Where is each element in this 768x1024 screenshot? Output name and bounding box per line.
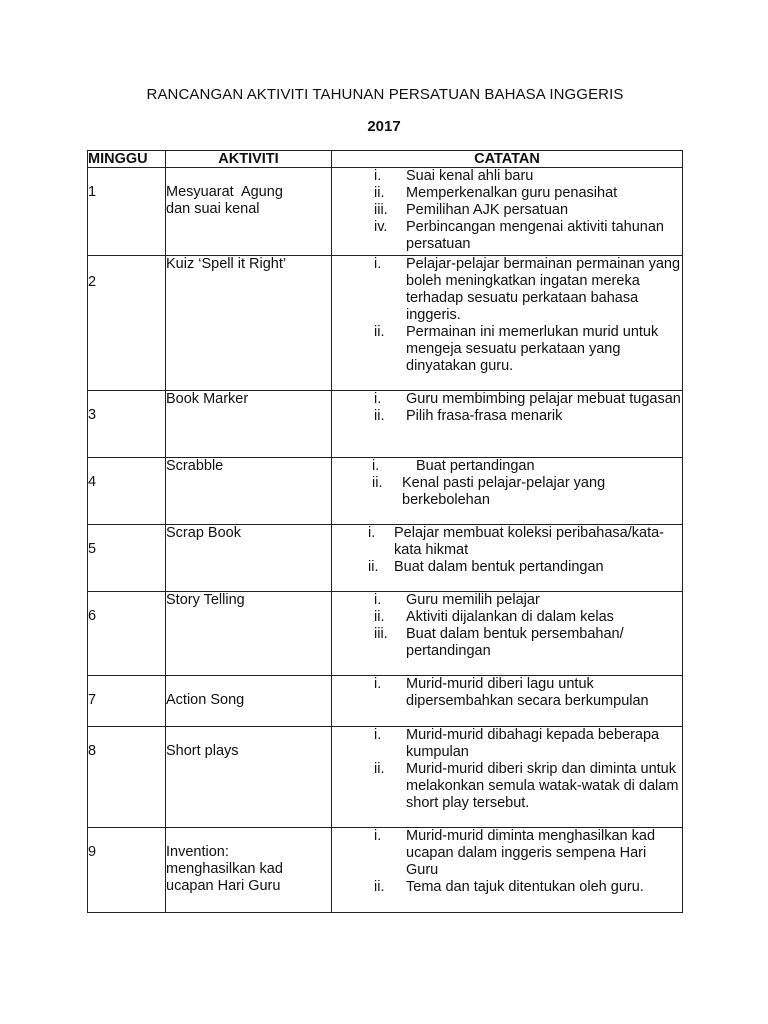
- table-row: [88, 727, 683, 828]
- activity-line: Kuiz ‘Spell it Right’: [166, 256, 287, 272]
- document-title: RANCANGAN AKTIVITI TAHUNAN PERSATUAN BAHASA INGGERIS: [146, 86, 624, 103]
- notes-cell: [332, 525, 683, 592]
- note-numeral: ii.: [374, 408, 385, 424]
- table-body: [88, 168, 683, 913]
- activity-line: Book Marker: [166, 391, 249, 407]
- note-numeral: ii.: [372, 475, 383, 491]
- note-numeral: i.: [374, 676, 382, 692]
- note-item: [332, 475, 682, 509]
- table-row: [88, 676, 683, 727]
- note-text: Murid-murid diberi skrip dan diminta untuk melakonkan semula watak-watak di dalam short play tersebut.: [406, 761, 679, 811]
- notes-cell: [332, 458, 683, 525]
- note-numeral: i.: [374, 592, 382, 608]
- table-row: [88, 168, 683, 256]
- document-year: 2017: [367, 118, 401, 135]
- notes-cell: [332, 727, 683, 828]
- note-text: Pemilihan AJK persatuan: [406, 202, 569, 218]
- note-item: [332, 828, 682, 879]
- activity-cell: [166, 458, 332, 525]
- week-number: 5: [88, 525, 166, 592]
- table-row: [88, 391, 683, 458]
- note-text: Guru membimbing pelajar mebuat tugasan: [406, 391, 681, 407]
- notes-list: [332, 391, 682, 425]
- notes-cell: [332, 256, 683, 391]
- notes-list: [332, 676, 682, 710]
- note-text: Pelajar membuat koleksi peribahasa/kata-kata hikmat: [394, 525, 664, 558]
- activity-line: Scrap Book: [166, 525, 241, 541]
- note-text: Tema dan tajuk ditentukan oleh guru.: [406, 879, 644, 895]
- note-text: Buat pertandingan: [416, 458, 535, 474]
- note-numeral: i.: [374, 727, 382, 743]
- note-text: Perbincangan mengenai aktiviti tahunan persatuan: [406, 219, 664, 252]
- notes-cell: [332, 828, 683, 913]
- activity-line: ucapan Hari Guru: [166, 878, 281, 894]
- note-item: [332, 626, 682, 660]
- note-item: [332, 676, 682, 710]
- note-item: [332, 168, 682, 185]
- note-text: Murid-murid diminta menghasilkan kad ucapan dalam inggeris sempena Hari Guru: [406, 828, 656, 878]
- note-numeral: i.: [372, 458, 380, 474]
- note-numeral: ii.: [374, 879, 385, 895]
- note-numeral: ii.: [374, 761, 385, 777]
- note-numeral: iii.: [374, 202, 388, 218]
- activity-line: Action Song: [166, 692, 245, 708]
- notes-list: [332, 256, 682, 375]
- note-text: Aktiviti dijalankan di dalam kelas: [406, 609, 614, 625]
- note-text: Suai kenal ahli baru: [406, 168, 534, 184]
- activity-cell: [166, 592, 332, 676]
- note-item: [332, 879, 682, 896]
- note-item: [332, 202, 682, 219]
- note-text: Kenal pasti pelajar-pelajar yang berkebolehan: [402, 475, 606, 508]
- activity-line: Scrabble: [166, 458, 224, 474]
- header-week: MINGGU: [88, 151, 166, 168]
- note-text: Guru memilih pelajar: [406, 592, 540, 608]
- activity-cell: [166, 525, 332, 592]
- week-number: 8: [88, 727, 166, 828]
- note-item: [332, 256, 682, 324]
- activity-cell: [166, 256, 332, 391]
- note-text: Pelajar-pelajar bermainan permainan yang boleh meningkatkan ingatan mereka terhadap sesuatu perkataan bahasa inggeris.: [406, 256, 681, 323]
- activity-plan-table: [87, 150, 683, 913]
- header-notes: CATATAN: [332, 151, 683, 168]
- notes-cell: [332, 676, 683, 727]
- note-item: [332, 592, 682, 609]
- notes-list: [332, 727, 682, 812]
- activity-line: Invention:: [166, 844, 229, 860]
- week-number: 6: [88, 592, 166, 676]
- notes-cell: [332, 168, 683, 256]
- activity-line: Story Telling: [166, 592, 245, 608]
- activity-cell: [166, 828, 332, 913]
- note-text: Buat dalam bentuk pertandingan: [394, 559, 604, 575]
- week-number: 4: [88, 458, 166, 525]
- notes-list: [332, 458, 682, 509]
- activity-cell: [166, 727, 332, 828]
- note-item: [332, 219, 682, 253]
- table-row: [88, 828, 683, 913]
- header-activity: AKTIVITI: [166, 151, 332, 168]
- note-numeral: i.: [374, 256, 382, 272]
- note-numeral: ii.: [374, 609, 385, 625]
- note-numeral: iii.: [374, 626, 388, 642]
- activity-line: Mesyuarat Agung: [166, 184, 283, 200]
- note-item: [332, 408, 682, 425]
- note-text: Buat dalam bentuk persembahan/ pertandingan: [406, 626, 624, 659]
- notes-cell: [332, 592, 683, 676]
- notes-list: [332, 828, 682, 896]
- note-numeral: ii.: [374, 185, 385, 201]
- note-numeral: i.: [374, 168, 382, 184]
- week-number: 1: [88, 168, 166, 256]
- table-row: [88, 592, 683, 676]
- notes-list: [332, 592, 682, 660]
- activity-line: Short plays: [166, 743, 239, 759]
- notes-list: [332, 168, 682, 253]
- note-numeral: ii.: [368, 559, 379, 575]
- note-text: Murid-murid diberi lagu untuk dipersembahkan secara berkumpulan: [406, 676, 649, 709]
- table-row: [88, 458, 683, 525]
- note-numeral: ii.: [374, 324, 385, 340]
- note-text: Memperkenalkan guru penasihat: [406, 185, 618, 201]
- activity-cell: [166, 391, 332, 458]
- week-number: 7: [88, 676, 166, 727]
- table-row: [88, 525, 683, 592]
- note-item: [332, 559, 682, 576]
- note-numeral: i.: [374, 391, 382, 407]
- notes-list: [332, 525, 682, 576]
- activity-line: dan suai kenal: [166, 201, 260, 217]
- week-number: 3: [88, 391, 166, 458]
- activity-line: menghasilkan kad: [166, 861, 283, 877]
- activity-cell: [166, 676, 332, 727]
- note-item: [332, 727, 682, 761]
- note-text: Pilih frasa-frasa menarik: [406, 408, 563, 424]
- table-row: [88, 256, 683, 391]
- week-number: 9: [88, 828, 166, 913]
- note-item: [332, 458, 682, 475]
- note-numeral: iv.: [374, 219, 388, 235]
- activity-cell: [166, 168, 332, 256]
- note-numeral: i.: [368, 525, 376, 541]
- note-item: [332, 525, 682, 559]
- note-item: [332, 761, 682, 812]
- note-text: Permainan ini memerlukan murid untuk mengeja sesuatu perkataan yang dinyatakan guru.: [406, 324, 659, 374]
- note-text: Murid-murid dibahagi kepada beberapa kumpulan: [406, 727, 660, 760]
- table-header-row: [88, 151, 683, 168]
- note-numeral: i.: [374, 828, 382, 844]
- note-item: [332, 324, 682, 375]
- week-number: 2: [88, 256, 166, 391]
- note-item: [332, 185, 682, 202]
- notes-cell: [332, 391, 683, 458]
- note-item: [332, 391, 682, 408]
- note-item: [332, 609, 682, 626]
